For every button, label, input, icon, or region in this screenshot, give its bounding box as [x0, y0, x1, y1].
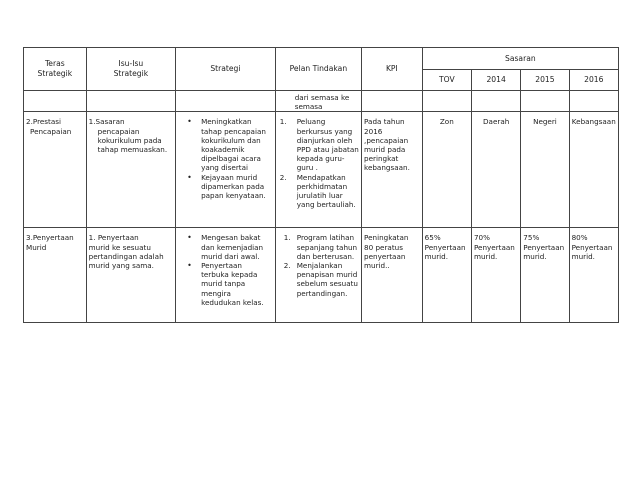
- pelan-item: 2. Menjalankan penapisan murid sebelum sesuatu pertandingan.: [283, 261, 358, 298]
- sasaran-2016: 80% Penyertaan murid.: [569, 228, 618, 323]
- sasaran-2015: 75% Penyertaan murid.: [521, 228, 569, 323]
- pelan-cell: [275, 112, 361, 228]
- isu-cell: 1. Penyertaan murid ke sesuatu pertandingan adalah murid yang sama.: [86, 228, 175, 323]
- continuation-text: dari semasa ke semasa: [275, 91, 361, 112]
- pelan-item: 2. Mendapatkan perkhidmatan jurulatih luar yang bertauliah.: [279, 172, 356, 210]
- header-teras-strategik: Teras Strategik: [24, 48, 87, 91]
- header-2014: 2014: [471, 70, 520, 91]
- header-2016: 2016: [569, 70, 618, 91]
- strategi-cell: [176, 228, 276, 323]
- header-tov: TOV: [422, 70, 471, 91]
- sasaran-tov: 65% Penyertaan murid.: [422, 228, 471, 323]
- strategi-item: • Kejayaan murid dipamerkan pada papan kenyataan.: [178, 173, 273, 201]
- strategi-item: • Mengesan bakat dan kemenjadian murid dari awal.: [178, 233, 273, 261]
- sasaran-2014: 70% Penyertaan murid.: [471, 228, 520, 323]
- sasaran-2015: Negeri: [521, 112, 569, 228]
- strategi-cell: [176, 112, 276, 228]
- header-sasaran: Sasaran: [422, 48, 618, 70]
- planning-table: [23, 47, 619, 323]
- pelan-cell: [275, 228, 361, 323]
- sasaran-2014: Daerah: [471, 112, 520, 228]
- teras-cell: 3.Penyertaan Murid: [24, 228, 87, 323]
- strategi-item: • Meningkatkan tahap pencapaian kokurikulum dan koakademik dipelbagai acara yang disertai: [178, 117, 273, 172]
- table-row-penyertaan: [24, 228, 619, 323]
- kpi-cell: Pada tahun 2016 ,pencapaian murid pada peringkat kebangsaan.: [362, 112, 423, 228]
- strategi-item: • Penyertaan terbuka kepada murid tanpa mengira kedudukan kelas.: [178, 261, 273, 307]
- sasaran-2016: Kebangsaan: [569, 112, 618, 228]
- header-strategi: Strategi: [176, 48, 276, 91]
- sasaran-tov: Zon: [422, 112, 471, 228]
- header-pelan-tindakan: Pelan Tindakan: [275, 48, 361, 91]
- pelan-item: 1. Peluang berkursus yang dianjurkan oleh PPD atau jabatan kepada guru- guru .: [279, 117, 359, 173]
- table-row-continuation: [24, 91, 619, 112]
- table-row-prestasi: [24, 112, 619, 228]
- isu-cell: 1.Sasaran pencapaian kokurikulum pada tahap memuaskan.: [86, 112, 175, 228]
- header-2015: 2015: [521, 70, 569, 91]
- teras-cell: 2.Prestasi Pencapaian: [24, 112, 87, 228]
- header-kpi: KPI: [362, 48, 423, 91]
- header-isu-strategik: Isu-Isu Strategik: [86, 48, 175, 91]
- pelan-item: 1. Program latihan sepanjang tahun dan berterusan.: [283, 233, 358, 261]
- kpi-cell: Peningkatan 80 peratus penyertaan murid..: [362, 228, 423, 323]
